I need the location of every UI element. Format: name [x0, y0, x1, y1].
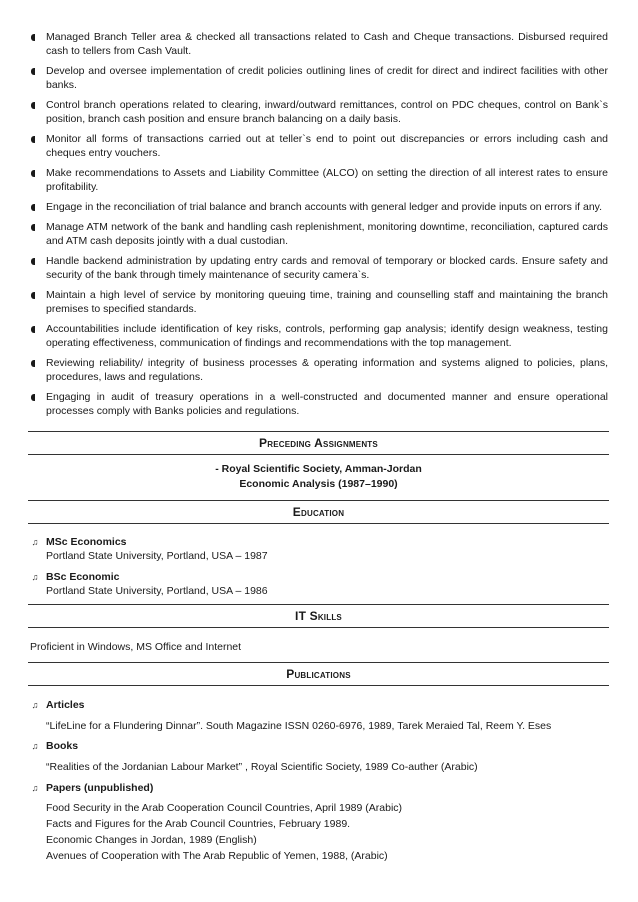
preceding-role: Economic Analysis (1987–1990)	[239, 478, 398, 490]
articles-block	[28, 698, 608, 712]
bell-icon: ♫	[31, 700, 39, 710]
list-item: Manage ATM network of the bank and handling cash replenishment, monitoring downtime, reconciliation, captured cards and ATM cash deposits jointly with a dual custodian.	[28, 220, 608, 248]
books-entry: “Realities of the Jordanian Labour Market” , Royal Scientific Society, 1989 Co-auther (Arabic)	[46, 761, 478, 773]
bell-icon: ♫	[31, 741, 39, 751]
section-heading-it-skills: IT Skills	[28, 604, 609, 628]
list-item: Engage in the reconciliation of trial balance and branch accounts with general ledger and provide inputs on errors if any.	[28, 200, 608, 214]
books-block	[28, 739, 608, 753]
degree-title: MSc Economics	[46, 536, 127, 548]
education-item	[28, 570, 608, 598]
books-label: Books	[46, 740, 79, 752]
articles-label: Articles	[46, 699, 85, 711]
list-item: Engaging in audit of treasury operations in a well-constructed and documented manner and ensure operational processes comply with Banks policies and regulations.	[28, 390, 608, 418]
list-item: Monitor all forms of transactions carried out at teller`s end to point out discrepancies or errors including cash and cheques entry vouchers.	[28, 132, 608, 160]
bullet-icon	[31, 102, 35, 109]
bullet-icon	[31, 136, 35, 143]
list-item: Food Security in the Arab Cooperation Council Countries, April 1989 (Arabic)	[46, 802, 403, 814]
bullet-icon	[31, 258, 35, 265]
bullet-icon	[31, 292, 35, 299]
bullet-icon	[31, 224, 35, 231]
list-item: Maintain a high level of service by monitoring queuing time, training and counselling staff and maintaining the branch premises to specified standards.	[28, 288, 608, 316]
list-item: Reviewing reliability/ integrity of business processes & operating information and systems aligned to policies, plans, procedures, laws and regulations.	[28, 356, 608, 384]
section-heading-preceding: Preceding Assignments	[28, 431, 609, 455]
list-item: Facts and Figures for the Arab Council Countries, February 1989.	[46, 818, 351, 830]
bell-icon: ♫	[31, 572, 39, 582]
degree-title: BSc Economic	[46, 571, 120, 583]
list-item: Handle backend administration by updating entry cards and removal of temporary or blocked cards. Ensure safety and security of the bank through timely maintenance of security camera`s.	[28, 254, 608, 282]
list-item: Accountabilities include identification of key risks, controls, performing gap analysis; identify design weakness, testing operating effectiveness, communication of findings and recommendations with the top management.	[28, 322, 608, 350]
bell-icon: ♫	[31, 537, 39, 547]
bell-icon: ♫	[31, 783, 39, 793]
papers-list	[28, 801, 608, 863]
preceding-organization: - Royal Scientific Society, Amman-Jordan	[215, 463, 422, 475]
bullet-icon	[31, 204, 35, 211]
articles-entry: “LifeLine for a Flundering Dinnar”. South Magazine ISSN 0260-6976, 1989, Tarek Meraied Tal, Reem Y. Eses	[46, 720, 552, 732]
bullet-icon	[31, 68, 35, 75]
responsibilities-list	[28, 30, 608, 424]
it-skills-text: Proficient in Windows, MS Office and Internet	[30, 641, 242, 653]
list-item: Managed Branch Teller area & checked all transactions related to Cash and Cheque transactions. Disbursed required cash to tellers from Cash Vault.	[28, 30, 608, 58]
list-item: Avenues of Cooperation with The Arab Republic of Yemen, 1988, (Arabic)	[46, 850, 388, 862]
bullet-icon	[31, 394, 35, 401]
list-item: Economic Changes in Jordan, 1989 (English)	[46, 834, 257, 846]
section-heading-publications: Publications	[28, 662, 609, 686]
degree-detail: Portland State University, Portland, USA – 1986	[46, 585, 268, 597]
section-heading-education: Education	[28, 500, 609, 524]
list-item: Make recommendations to Assets and Liability Committee (ALCO) on setting the direction of all interest rates to ensure profitability.	[28, 166, 608, 194]
bullet-icon	[31, 170, 35, 177]
papers-label: Papers (unpublished)	[46, 782, 154, 794]
list-item: Control branch operations related to clearing, inward/outward remittances, control on PDC cheques, control on Bank`s position, branch cash position and ensure branch balancing on a daily basis.	[28, 98, 608, 126]
bullet-icon	[31, 34, 35, 41]
papers-block	[28, 781, 608, 795]
education-item	[28, 535, 608, 563]
bullet-icon	[31, 326, 35, 333]
list-item: Develop and oversee implementation of credit policies outlining lines of credit for direct and indirect facilities with other banks.	[28, 64, 608, 92]
degree-detail: Portland State University, Portland, USA – 1987	[46, 550, 268, 562]
bullet-icon	[31, 360, 35, 367]
